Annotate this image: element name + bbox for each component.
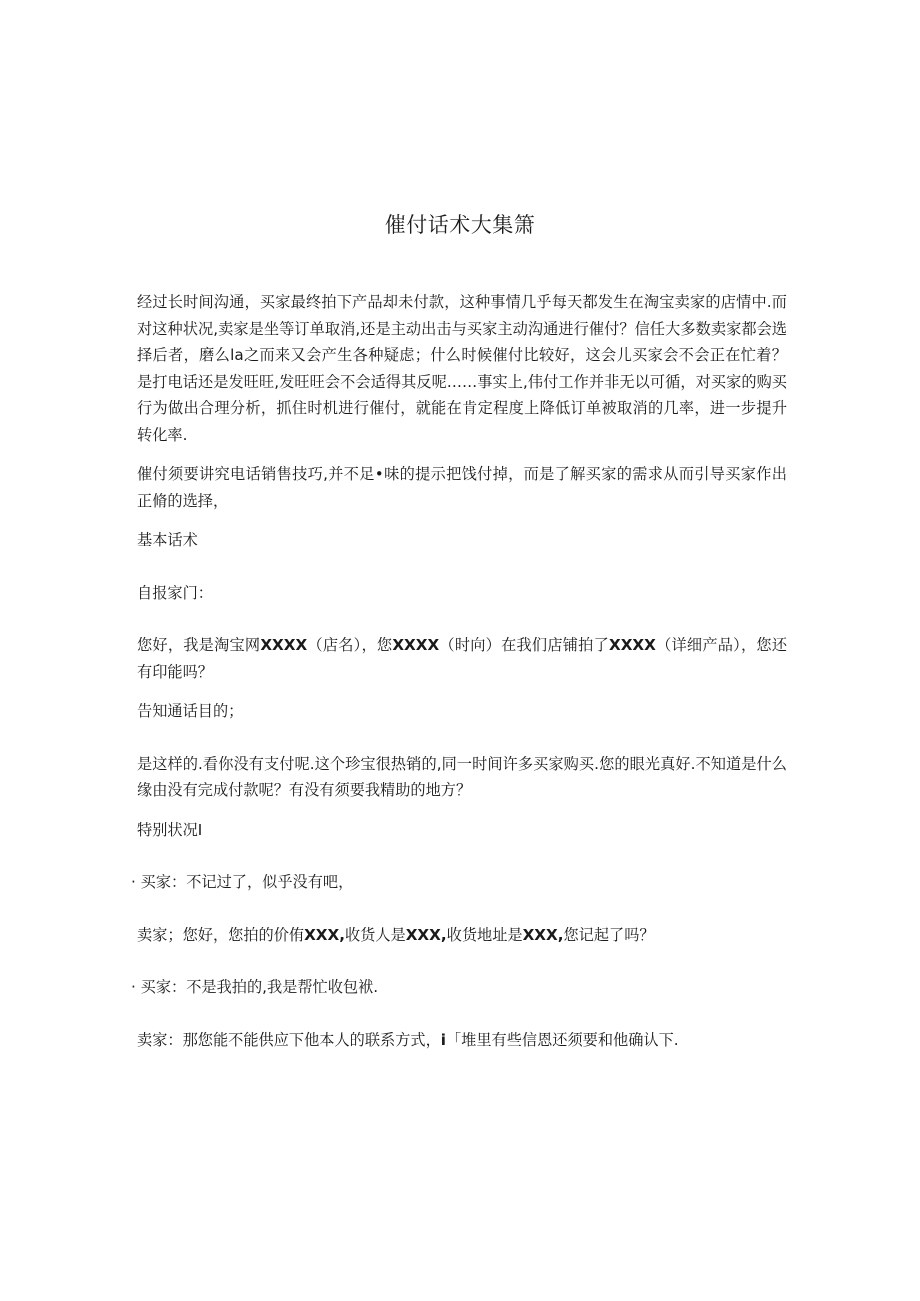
placeholder-address: XXX, xyxy=(522,925,564,944)
document-title: 催付话术大集箫 xyxy=(384,213,536,237)
placeholder-price: XXX, xyxy=(304,925,345,944)
greeting-text-3: （时向）在我们店铺拍了 xyxy=(439,636,609,654)
buyer-line-2: · 买家：不是我拍的,我是帮忙收包袱. xyxy=(131,978,379,996)
principle-paragraph: 催付须要讲究电话销售技巧,并不足•味的提示把饯付掉，而是了解买家的需求从而引导买家作出正脩的选择， xyxy=(137,465,787,510)
seller-line-1-text-1: 卖家；您好，您拍的价侑 xyxy=(137,925,305,944)
placeholder-shop: XXXX xyxy=(260,636,308,654)
seller-line-2-bold: i xyxy=(440,1030,446,1049)
seller-line-1-text-3: 收货地址是 xyxy=(446,925,523,944)
buyer-line-1: · 买家：不记过了，似乎没有吧， xyxy=(131,873,354,891)
placeholder-receiver: XXX, xyxy=(405,925,447,944)
seller-line-2 xyxy=(137,1027,787,1054)
purpose-heading: 告知通话目的； xyxy=(137,702,244,720)
greeting-text-2: （店名），您 xyxy=(307,636,393,654)
document-body xyxy=(131,289,788,1079)
special-case-heading: 特别状况I xyxy=(137,820,203,839)
intro-paragraph: 经过长时间沟通，买家最终拍下产品却未付款，这种事情几乎每天都发生在淘宝卖家的店情中.而对这种状况,卖家是坐等订单取消,还是主动出击与买家主动沟通进行催付？信任大多数卖家都会选择后者，磨么la之而来又会产生各种疑虑；什么时候催付比较好，这会儿买家会不会正在忙着？是打电话还是发旺旺,发旺旺会不会适得其反呢……事实上,伟付工作并非无以可循，对买家的购买行为做出合理分析，抓住时机进行催付，就能在肯定程度上降低订单被取消的几率，进一步提升转化率. xyxy=(137,293,787,444)
seller-line-2-text-2: 「堆里有些信恩还须要和他确认下. xyxy=(445,1030,679,1049)
greeting-text-4: （详细产品），您还有印能吗？ xyxy=(137,636,788,681)
placeholder-product: XXXX xyxy=(609,636,656,654)
seller-line-1-text-4: 您记起了吗？ xyxy=(563,925,655,944)
purpose-paragraph: 是这样的.看你没有支付呢.这个珍宝很热销的,同一时间许多买家购买.您的眼光真好.不知道是什么缘由没有完成付款呢？有没有须要我精助的地方？ xyxy=(137,754,787,799)
seller-line-2-text-1: 卖家：那您能不能供应下他本人的联系方式， xyxy=(137,1030,441,1049)
basic-script-heading: 基本话术 xyxy=(137,531,198,549)
seller-line-1 xyxy=(137,922,787,949)
seller-line-1-text-2: 收货人是 xyxy=(344,925,406,944)
placeholder-time: XXXX xyxy=(392,636,440,654)
greeting-paragraph xyxy=(137,632,787,685)
self-intro-heading: 自报家门： xyxy=(137,583,213,602)
greeting-text-1: 您好，我是淘宝网 xyxy=(137,636,261,654)
